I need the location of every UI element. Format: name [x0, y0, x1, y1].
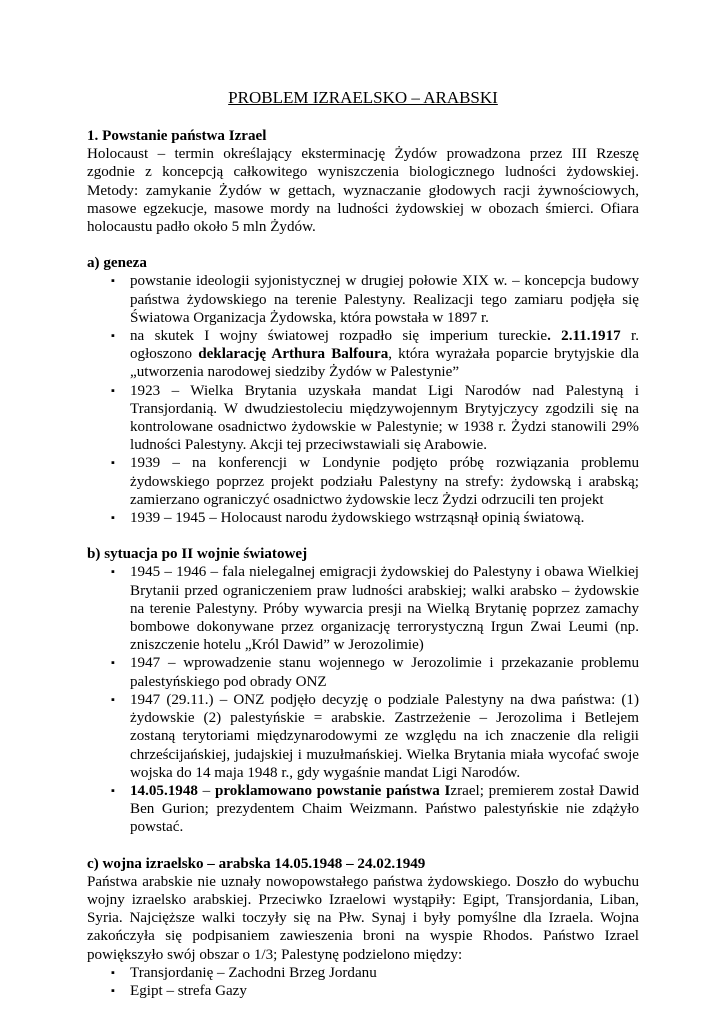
bullet-icon: ▪: [111, 693, 115, 706]
document-page: [87, 88, 639, 1000]
bullet-icon: ▪: [111, 566, 115, 579]
bullet-icon: ▪: [111, 657, 115, 670]
bullet-icon: ▪: [111, 384, 115, 397]
list-item: ▪ 1945 – 1946 – fala nielegalnej emigracji żydowskiej do Palestyny i obawa Wielkiej Brytanii przed ograniczeniem praw ludności arabskiej; walki arabsko – żydowskie na terenie Palestyny. Próby wywarcia presji na Wielką Brytanię poprzez zamachy bombowe dokonywane przez organizację terrorystyczną Irgun Zwai Leumi (np. zniszczenie hotelu „Król Dawid” w Jerozolimie): [111, 564, 639, 654]
bullet-icon: ▪: [111, 330, 115, 343]
list-item: ▪ 1939 – 1945 – Holocaust narodu żydowskiego wstrząsnął opinią światową.: [111, 510, 585, 527]
section-c-heading: c) wojna izraelsko – arabska 14.05.1948 – 24.02.1949: [87, 855, 426, 872]
bullet-icon: ▪: [111, 966, 115, 979]
list-item: ▪ 1947 – wprowadzenie stanu wojennego w Jerozolimie i przekazanie problemu palestyńskiego pod obrady ONZ: [111, 655, 639, 690]
list-item: ▪ 1939 – na konferencji w Londynie podjęto próbę rozwiązania problemu żydowskiego poprzez projekt podziału Palestyny na strefy: żydowską i arabską; zamierzano ograniczyć osadnictwo żydowskie lecz Żydzi odrzucili ten projekt: [111, 455, 639, 508]
list-item: ▪ 1923 – Wielka Brytania uzyskała mandat Ligi Narodów nad Palestyną i Transjordanią. W dwudziestoleciu międzywojennym Brytyjczycy zgodzili się na kontrolowane osadnictwo żydowskie w Palestynie; w 1938 r. Żydzi stanowili 29% ludności Palestyny. Akcji tej przeciwstawiali się Arabowie.: [111, 382, 639, 454]
list-item: ▪ na skutek I wojny światowej rozpadło się imperium tureckie. 2.11.1917 r. ogłoszono deklarację Arthura Balfoura, która wyrażała poparcie brytyjskie dla „utworzenia narodowej siedziby Żydów w Palestynie”: [111, 328, 639, 381]
section-a-list: [87, 272, 639, 527]
list-item: ▪ 14.05.1948 – proklamowano powstanie państwa Izrael; premierem został Dawid Ben Gurion; prezydentem Chaim Weizmann. Państwo palestyńskie nie zdążyło powstać.: [111, 782, 640, 836]
bullet-icon: ▪: [111, 275, 115, 288]
bullet-icon: ▪: [111, 457, 115, 470]
bullet-icon: ▪: [111, 512, 115, 525]
list-item: ▪ Egipt – strefa Gazy: [111, 982, 247, 999]
section-b-heading: b) sytuacja po II wojnie światowej: [87, 546, 308, 563]
section-1-paragraph: Holocaust – termin określający eksterminację Żydów prowadzona przez III Rzeszę zgodnie z koncepcją całkowitego wyniszczenia biologicznego ludności żydowskiej. Metody: zamykanie Żydów w gettach, wyznaczanie głodowych racji żywnościowych, masowe egzekucje, masowe mordy na ludności żydowskiej w obozach śmierci. Ofiara holocaustu padło około 5 mln Żydów.: [87, 146, 639, 236]
bullet-icon: ▪: [111, 784, 115, 797]
section-1-heading: 1. Powstanie państwa Izrael: [87, 128, 267, 144]
list-item: ▪ 1947 (29.11.) – ONZ podjęło decyzję o podziale Palestyny na dwa państwa: (1) żydowskie (2) palestyńskie = arabskie. Zastrzeżenie – Jerozolima i Betlejem zostaną terytoriami międzynarodowymi ze względu na ich znaczenie dla religii chrześcijańskiej, judajskiej i muzułmańskiej. Wielka Brytania miała wycofać swoje wojska do 14 maja 1948 r., gdy wygaśnie mandat Ligi Narodów.: [111, 691, 639, 781]
section-c-paragraph: Państwa arabskie nie uznały nowopowstałego państwa żydowskiego. Doszło do wybuchu wojny izraelsko arabskiej. Przeciwko Izraelowi wystąpiły: Egipt, Transjordania, Liban, Syria. Najcięższe walki toczyły się na Płw. Synaj i były pomyślne dla Izraela. Wojna zakończyła się podpisaniem zawieszenia broni na wyspie Rhodos. Państwo Izrael powiększyło swój obszar o 1/3; Palestynę podzielono między:: [87, 873, 639, 963]
bullet-icon: ▪: [111, 984, 115, 997]
section-c-list: [87, 964, 639, 1000]
list-item: ▪ Transjordanię – Zachodni Brzeg Jordanu: [111, 964, 377, 981]
page-title: PROBLEM IZRAELSKO – ARABSKI: [228, 88, 498, 107]
section-b-list: [87, 563, 639, 836]
list-item: ▪ powstanie ideologii syjonistycznej w drugiej połowie XIX w. – koncepcja budowy państwa żydowskiego na terenie Palestyny. Realizacji tego zamiaru podjęła się Światowa Organizacja Żydowska, która powstała w 1897 r.: [111, 273, 639, 326]
section-a-heading: a) geneza: [87, 255, 147, 272]
